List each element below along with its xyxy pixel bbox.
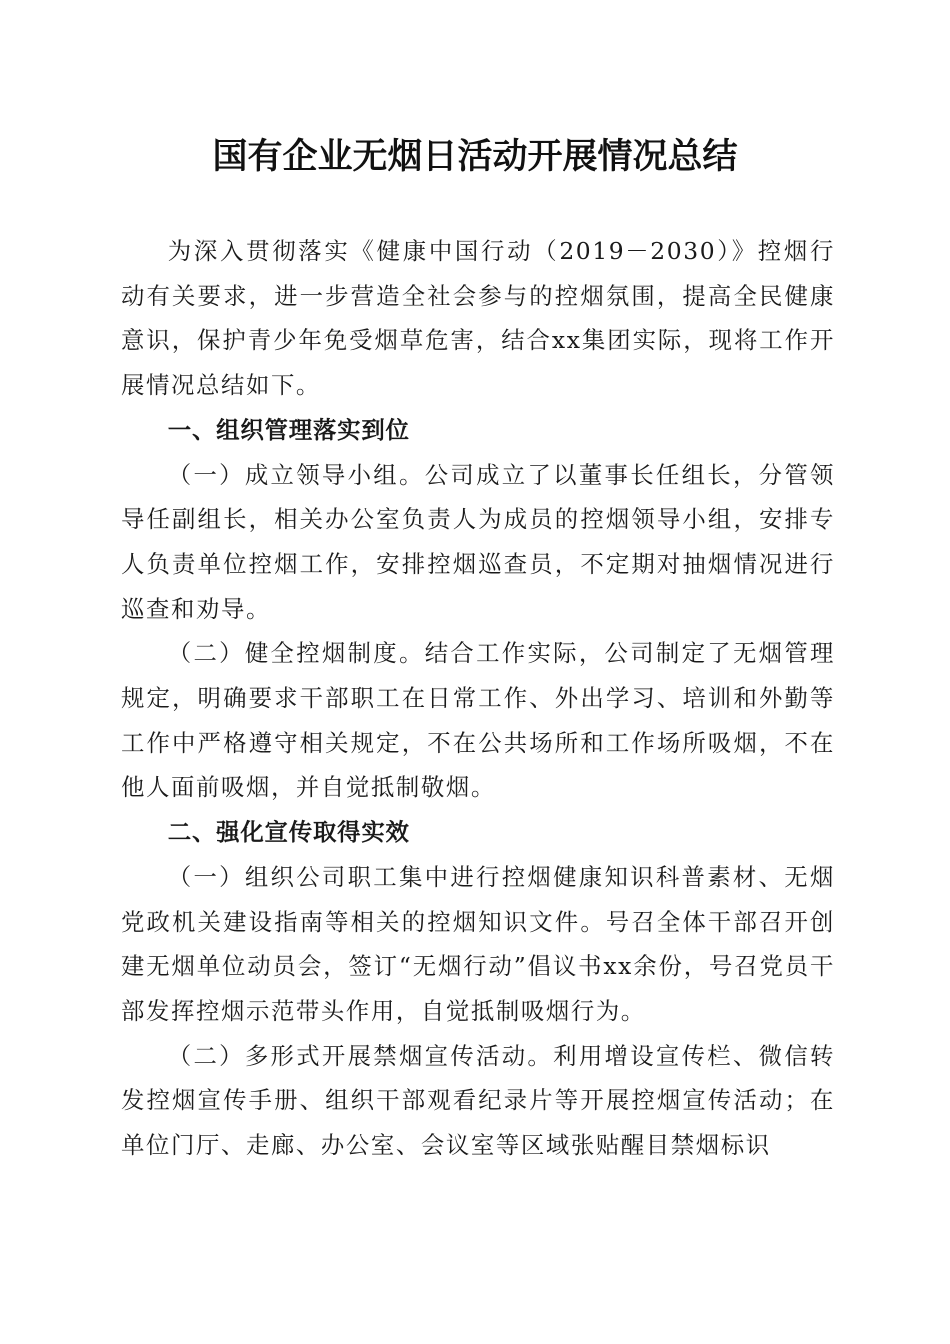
paragraph-text: 号召全体干部召开创建无烟单位动员会，签订“无烟行动”倡议书xx余份，号召党员干部发挥控烟示范带头作用，自觉抵制吸烟行为。 xyxy=(121,907,835,1025)
section-1-paragraph-1 xyxy=(121,453,835,632)
section-2-paragraph-1 xyxy=(121,855,835,1034)
paragraph-text: 利用增设宣传栏、微信转发控烟宣传手册、组织干部观看纪录片等开展控烟宣传活动；在单位门厅、走廊、办公室、会议室等区域张贴醒目禁烟标识 xyxy=(121,1041,835,1160)
section-heading-2: 二、强化宣传取得实效 xyxy=(167,818,410,847)
paragraph-text: 公司成立了以董事长任组长，分管领导任副组长，相关办公室负责人为成员的控烟领导小组，安排专人负责单位控烟工作，安排控烟巡查员，不定期对抽烟情况进行巡查和劝导。 xyxy=(121,460,835,623)
section-1-paragraph-2 xyxy=(121,631,835,810)
paragraph-text: 结合工作实际，公司制定了无烟管理规定，明确要求干部职工在日常工作、外出学习、培训和外勤等工作中严格遵守相关规定，不在公共场所和工作场所吸烟，不在他人面前吸烟，并自觉抵制敬烟。 xyxy=(121,639,835,802)
paragraph-lead: （二）多形式开展禁烟宣传活动。 xyxy=(167,1041,554,1070)
paragraph-lead: （一）成立领导小组。 xyxy=(167,460,425,489)
paragraph-lead: （二）健全控烟制度。 xyxy=(167,639,425,668)
paragraph-lead: （一）组织公司职工集中进行控烟健康知识科普素材、无烟党政机关建设指南等相关的控烟知识文件。 xyxy=(121,862,835,936)
document-title: 国有企业无烟日活动开展情况总结 xyxy=(212,136,738,177)
intro-paragraph: 为深入贯彻落实《健康中国行动（2019－2030）》控烟行动有关要求，进一步营造全社会参与的控烟氛围，提高全民健康意识，保护青少年免受烟草危害，结合xx集团实际，现将工作开展情况总结如下。 xyxy=(121,237,835,400)
section-2-paragraph-2 xyxy=(121,1034,835,1168)
document-body xyxy=(121,229,835,1168)
section-heading-1: 一、组织管理落实到位 xyxy=(167,415,410,444)
